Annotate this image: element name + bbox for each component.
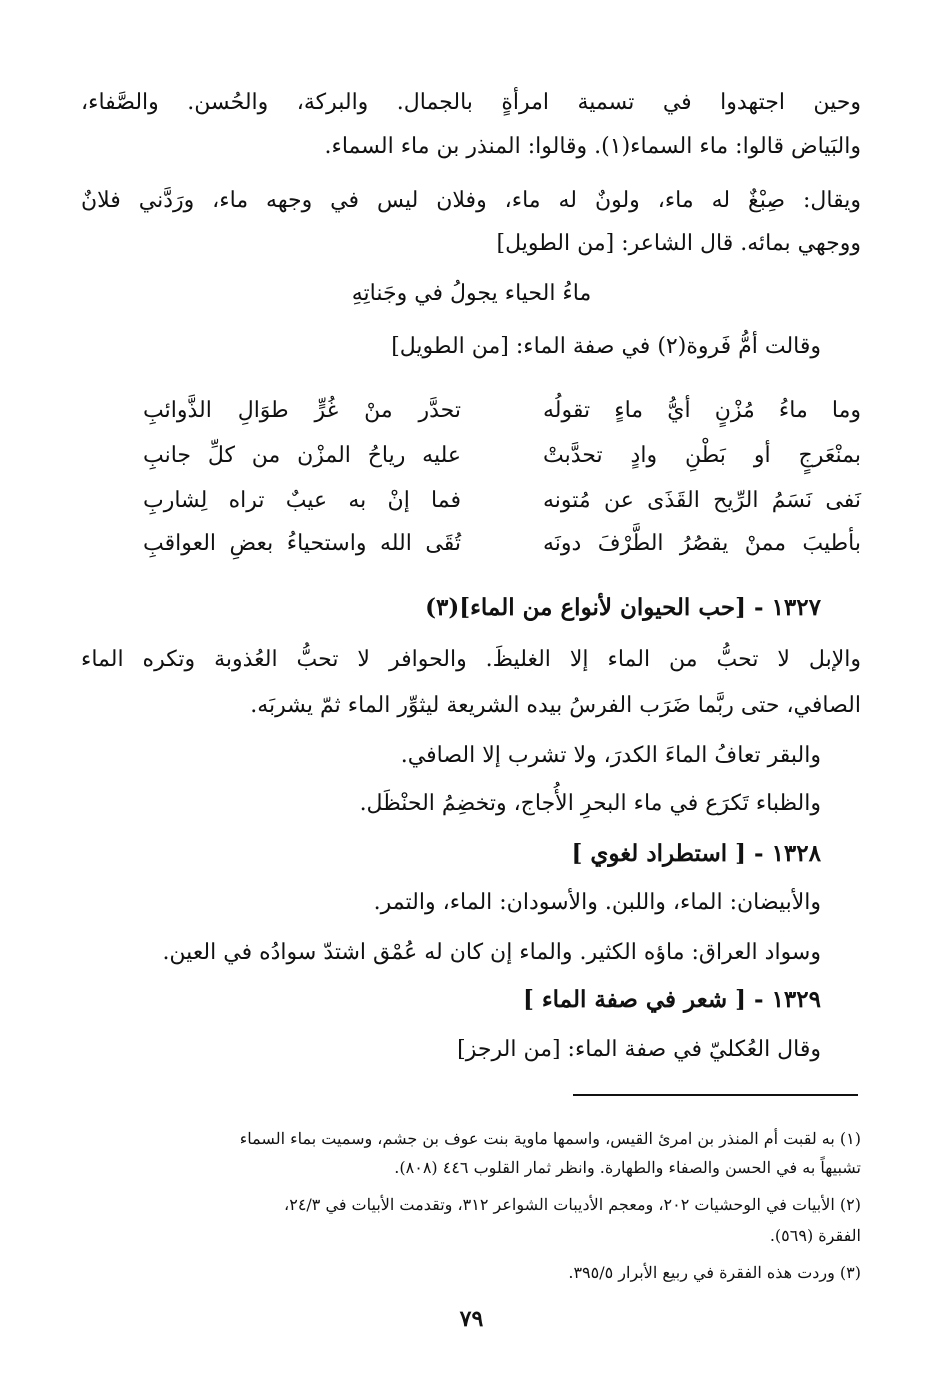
poem-verse	[0, 524, 943, 564]
poem-second-hemistich: عليه رياحُ المزْن من كلِّ جانبِ	[143, 443, 461, 468]
poem-second-hemistich: تُقَى الله واستحياءُ بعضِ العواقبِ	[143, 531, 461, 556]
poem-first-hemistich: بمنْعَرجٍ أو بَطْنِ وادٍ تحدَّبتْ	[543, 443, 861, 468]
page-number: ٧٩	[459, 1306, 484, 1332]
poem-first-hemistich: بأطيبَ ممنْ يقصُرُ الطَّرْفَ دونَه	[543, 531, 861, 556]
footnote-line: تشبيهاً به في الحسن والصفاء والطهارة. وانظر ثمار القلوب ٤٤٦ (٨٠٨).	[394, 1158, 861, 1177]
section-heading-1329: ١٣٢٩ - [ شعر في صفة الماء ]	[522, 986, 821, 1013]
paragraph-line: وسواد العراق: ماؤه الكثير. والماء إن كان له عُمْق اشتدّ سوادُه في العين.	[162, 940, 821, 965]
poem-intro: وقالت أمُّ فَروة(٢) في صفة الماء: [من الطويل]	[391, 334, 821, 359]
poem-verse	[0, 481, 943, 521]
paragraph-line: ووجهي بمائه. قال الشاعر: [من الطويل]	[496, 231, 861, 256]
paragraph-line: والظباء تَكرَع في ماء البحرِ الأُجاج، وتخضِمُ الحنْظَل.	[359, 791, 821, 816]
paragraph-line: والبَياض قالوا: ماء السماء(١). وقالوا: المنذر بن ماء السماء.	[324, 134, 861, 159]
footnote-line: (٢) الأبيات في الوحشيات ٢٠٢، ومعجم الأديبات الشواعر ٣١٢، وتقدمت الأبيات في ٢٤/٣،	[284, 1195, 861, 1214]
poem-first-hemistich: وما ماءُ مُزْنٍ أيُّ ماءٍ تقولُه	[543, 398, 861, 423]
paragraph-line: والأبيضان: الماء، واللبن. والأسودان: الماء، والتمر.	[373, 890, 821, 915]
paragraph-line: وحين اجتهدوا في تسمية امرأةٍ بالجمال. والبركة، والحُسن. والصَّفاء،	[81, 90, 861, 115]
footnote-line: (٣) وردت هذه الفقرة في ربيع الأبرار ٣٩٥/٥.	[568, 1263, 861, 1282]
poem-first-hemistich: نَفى نَسَمُ الرِّيح القَذَى عن مُتونه	[543, 488, 861, 513]
poem-verse	[0, 391, 943, 431]
paragraph-line: وقال العُكليّ في صفة الماء: [من الرجز]	[457, 1037, 821, 1062]
paragraph-line: والإبل لا تحبُّ من الماء إلا الغليظَ. والحوافر لا تحبُّ العُذوبة وتكره الماء	[81, 647, 861, 672]
poem-second-hemistich: فما إنْ به عيبٌ تراه لِشاربِ	[143, 488, 461, 513]
paragraph-line: والبقر تعافُ الماءَ الكدرَ، ولا تشرب إلا الصافي.	[400, 743, 821, 768]
section-heading-1328: ١٣٢٨ - [ استطراد لغوي ]	[571, 840, 821, 867]
paragraph-line: ويقال: صِبْغٌ له ماء، ولونٌ له ماء، وفلان ليس في وجهه ماء، ورَدَّني فلانٌ	[81, 188, 861, 213]
poem-verse	[0, 436, 943, 476]
footnote-line: (١) به لقبت أم المنذر بن امرئ القيس، واسمها ماوية بنت عوف بن جشم، وسميت بماء السماء	[239, 1129, 861, 1148]
footnote-separator	[573, 1094, 858, 1096]
section-heading-1327: ١٣٢٧ - [حب الحيوان لأنواع من الماء](٣)	[425, 594, 821, 621]
poem-second-hemistich: تحدَّر منْ غُرٍّ طوَالِ الذَّوائبِ	[143, 398, 461, 423]
verse-single: ماءُ الحياء يجولُ في وجَناتِهِ	[351, 281, 592, 306]
footnote-line: الفقرة (٥٦٩).	[769, 1226, 861, 1245]
paragraph-line: الصافي، حتى ربَّما ضَرَب الفرسُ بيده الشريعة ليثوِّر الماء ثمّ يشربَه.	[250, 693, 861, 718]
